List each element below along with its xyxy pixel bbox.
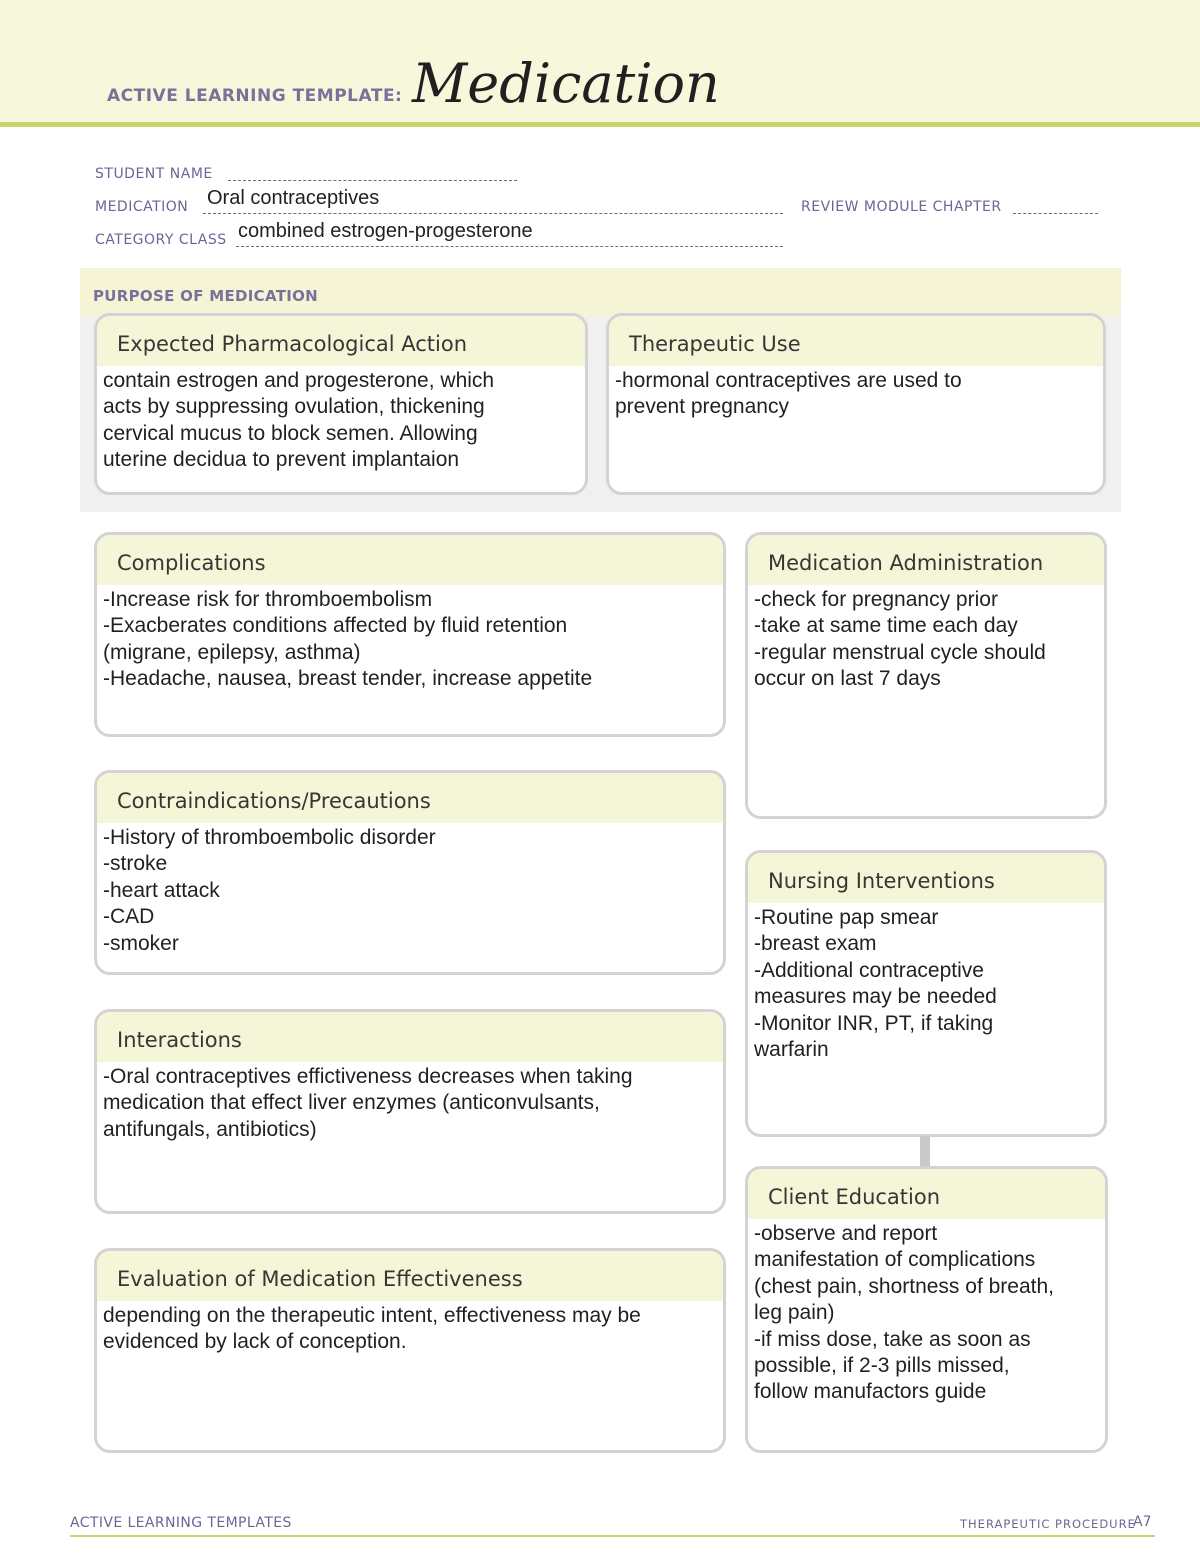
medication-administration-title: Medication Administration <box>748 535 1104 585</box>
client-education-title: Client Education <box>748 1169 1105 1219</box>
category-class-field[interactable] <box>236 246 783 247</box>
student-name-label: STUDENT NAME <box>95 166 213 182</box>
medication-value: Oral contraceptives <box>207 187 380 209</box>
therapeutic-use-card <box>606 313 1106 495</box>
expected-action-body[interactable]: contain estrogen and progesterone, which acts by suppressing ovulation, thickening cervical mucus to block semen. Allowing uterine decidua to prevent implantaion <box>103 369 495 472</box>
complications-card <box>94 532 726 737</box>
contraindications-title: Contraindications/Precautions <box>97 773 723 823</box>
category-class-value: combined estrogen-progesterone <box>238 220 533 242</box>
therapeutic-use-title: Therapeutic Use <box>609 316 1103 366</box>
category-class-label: CATEGORY CLASS <box>95 232 227 248</box>
interactions-body[interactable]: -Oral contraceptives effictiveness decreases when taking medication that effect liver enzymes (anticonvulsants, antifungals, antibiotics) <box>103 1065 633 1141</box>
nursing-interventions-title: Nursing Interventions <box>748 853 1104 903</box>
complications-title: Complications <box>97 535 723 585</box>
student-name-field[interactable] <box>228 180 517 181</box>
contraindications-card <box>94 770 726 975</box>
contraindications-body[interactable]: -History of thromboembolic disorder -stroke -heart attack -CAD -smoker <box>103 826 436 955</box>
section-connector <box>920 1136 930 1166</box>
complications-body[interactable]: -Increase risk for thromboembolism -Exacberates conditions affected by fluid retention (migrane, epilepsy, asthma) -Headache, nausea, breast tender, increase appetite <box>103 588 593 691</box>
therapeutic-use-body[interactable]: -hormonal contraceptives are used to prevent pregnancy <box>615 369 962 419</box>
review-module-label: REVIEW MODULE CHAPTER <box>801 199 1002 215</box>
page-title: Medication <box>412 52 720 115</box>
medication-label: MEDICATION <box>95 199 189 215</box>
evaluation-card <box>94 1248 726 1453</box>
header-divider <box>0 122 1200 127</box>
nursing-interventions-body[interactable]: -Routine pap smear -breast exam -Additional contraceptive measures may be needed -Monitor INR, PT, if taking warfarin <box>754 906 997 1062</box>
template-label: ACTIVE LEARNING TEMPLATE: <box>107 86 403 106</box>
medication-administration-body[interactable]: -check for pregnancy prior -take at same time each day -regular menstrual cycle should occur on last 7 days <box>754 588 1046 691</box>
interactions-title: Interactions <box>97 1012 723 1062</box>
nursing-interventions-card <box>745 850 1107 1137</box>
footer-right-label: THERAPEUTIC PROCEDURE <box>960 1517 1136 1531</box>
footer-page-number: A7 <box>1133 1514 1152 1530</box>
interactions-card <box>94 1009 726 1214</box>
client-education-card <box>745 1166 1108 1453</box>
medication-field[interactable] <box>203 213 783 214</box>
medication-administration-card <box>745 532 1107 819</box>
footer-divider <box>70 1535 1155 1537</box>
client-education-body[interactable]: -observe and report manifestation of complications (chest pain, shortness of breath, leg pain) -if miss dose, take as soon as possible, if 2-3 pills missed, follow manufactors guide <box>754 1222 1054 1404</box>
expected-action-title: Expected Pharmacological Action <box>97 316 585 366</box>
footer-left-label: ACTIVE LEARNING TEMPLATES <box>70 1515 292 1531</box>
expected-action-card <box>94 313 588 495</box>
purpose-label: PURPOSE OF MEDICATION <box>93 287 319 305</box>
review-module-field[interactable] <box>1013 213 1098 214</box>
evaluation-title: Evaluation of Medication Effectiveness <box>97 1251 723 1301</box>
evaluation-body[interactable]: depending on the therapeutic intent, effectiveness may be evidenced by lack of conception. <box>103 1304 641 1354</box>
